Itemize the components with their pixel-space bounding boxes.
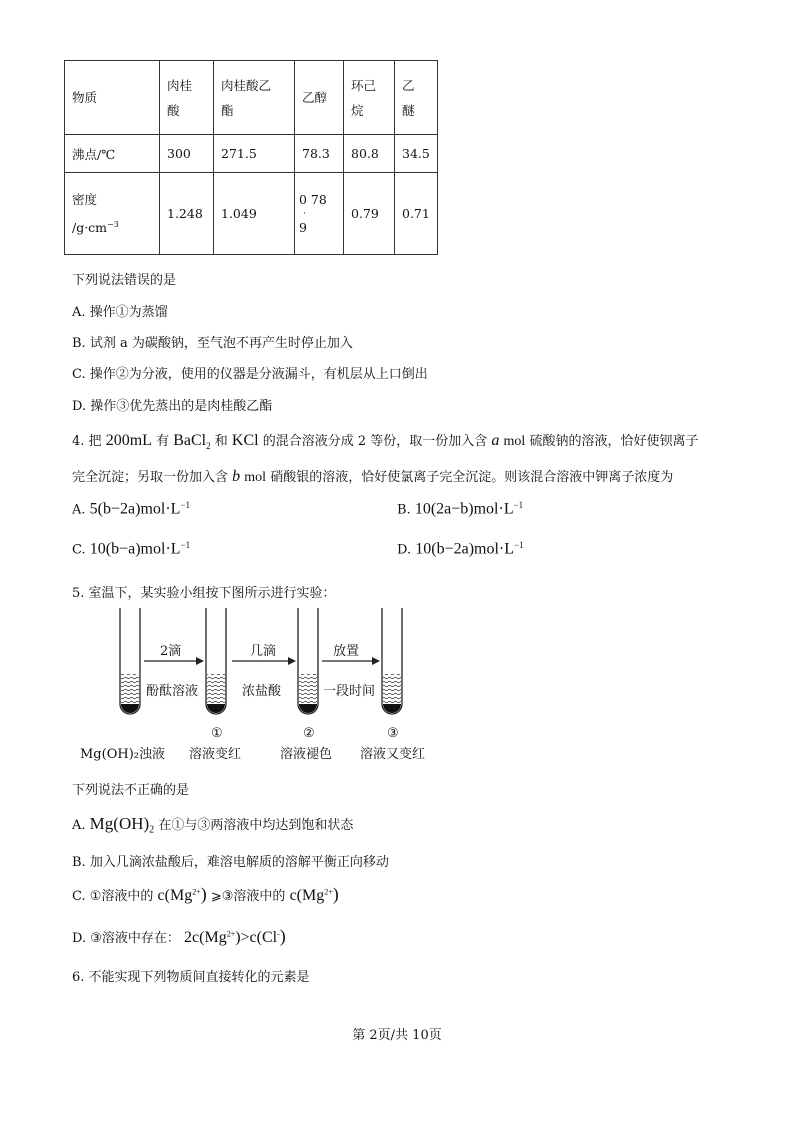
tube-1-label: 溶液变红 bbox=[189, 747, 242, 762]
q4-option-d: D. $10(b-2a)mol\cdot L^{-1}$ bbox=[397, 540, 524, 558]
q4-option-c: C. $10(b-a)mol\cdot L^{-1}$ bbox=[72, 540, 191, 558]
q4-stem-line2: 完全沉淀；另取一份加入含 b mol 硝酸银的溶液，恰好使氯离子完全沉淀。则该混合溶液中钾离子浓度为 bbox=[72, 468, 674, 485]
q3-prompt: 下列说法错误的是 bbox=[72, 273, 177, 288]
test-tube-2 bbox=[298, 608, 318, 714]
arrow-2-bottom-label: 浓盐酸 bbox=[242, 684, 282, 699]
properties-table bbox=[64, 60, 438, 255]
table-cell: 80.8 bbox=[344, 135, 395, 173]
table-cell: 78.3 bbox=[295, 135, 344, 173]
q3-option-c: C. 操作②为分液，使用的仪器是分液漏斗，有机层从上口倒出 bbox=[72, 367, 428, 382]
q5-option-c: C. ①溶液中的 $c(Mg^{2+})$ ⩾③溶液中的 $c(Mg^{2+})$ bbox=[72, 884, 339, 904]
header-cell: 物质 bbox=[65, 61, 160, 135]
header-cell: 乙醇 bbox=[295, 61, 344, 135]
q3-option-a: A. 操作①为蒸馏 bbox=[72, 305, 168, 320]
tube-3-label: 溶液又变红 bbox=[360, 747, 426, 762]
test-tube-1 bbox=[206, 608, 226, 714]
tube-2-number: ② bbox=[303, 726, 315, 741]
q4-option-b: B. $10(2a-b)mol\cdot L^{-1}$ bbox=[397, 500, 524, 518]
header-cell: 乙 醚 bbox=[395, 61, 438, 135]
q4-option-a: A. $5(b-2a)mol\cdot L^{-1}$ bbox=[72, 500, 191, 518]
table-cell: 0.79 bbox=[344, 173, 395, 255]
tube-0-label: Mg(OH)₂浊液 bbox=[80, 747, 165, 762]
tube-3-number: ③ bbox=[387, 726, 399, 741]
arrow-3-top-label: 放置 bbox=[333, 644, 360, 659]
table-cell: 0.71 bbox=[395, 173, 438, 255]
q5-option-a: A. $Mg(OH)_2$ 在①与③两溶液中均达到饱和状态 bbox=[72, 814, 354, 836]
table-cell: 34.5 bbox=[395, 135, 438, 173]
q5-stem: 5. 室温下，某实验小组按下图所示进行实验： bbox=[72, 586, 336, 601]
page-footer: 第 2页/共 10页 bbox=[352, 1028, 442, 1043]
header-cell: 环己 烷 bbox=[344, 61, 395, 135]
q5-prompt: 下列说法不正确的是 bbox=[72, 783, 190, 798]
header-cell: 肉桂酸乙 酯 bbox=[214, 61, 295, 135]
table-cell: 1.049 bbox=[214, 173, 295, 255]
arrow-3-bottom-label: 一段时间 bbox=[323, 684, 376, 699]
q6-stem: 6. 不能实现下列物质间直接转化的元素是 bbox=[72, 970, 310, 985]
arrow-2-top-label: 几滴 bbox=[250, 644, 277, 659]
experiment-diagram bbox=[100, 604, 440, 720]
table-cell: 300 bbox=[160, 135, 214, 173]
table-cell: 271.5 bbox=[214, 135, 295, 173]
q5-option-b: B. 加入几滴浓盐酸后，难溶电解质的溶解平衡正向移动 bbox=[72, 855, 389, 870]
arrow-1-top-label: 2滴 bbox=[160, 644, 182, 659]
header-cell: 肉桂 酸 bbox=[160, 61, 214, 135]
tube-2-label: 溶液褪色 bbox=[280, 747, 333, 762]
table-row bbox=[65, 173, 438, 255]
test-tube-3 bbox=[382, 608, 402, 714]
q3-option-d: D. 操作③优先蒸出的是肉桂酸乙酯 bbox=[72, 399, 273, 414]
test-tube-initial bbox=[120, 608, 140, 714]
table-row bbox=[65, 135, 438, 173]
q5-option-d: D. ③溶液中存在： $2c(Mg^{2+})>c(Cl^-)$ bbox=[72, 926, 286, 946]
table-cell: 0 78 · 9 bbox=[295, 173, 344, 255]
arrow-1-bottom-label: 酚酞溶液 bbox=[146, 684, 199, 699]
q4-stem-line1: 4. 把 200mL 有 BaCl$_2$ 和 KCl 的混合溶液分成 2 等份，取一份加入含 a mol 硫酸钠的溶液，恰好使钡离子 bbox=[72, 432, 699, 452]
tube-1-number: ① bbox=[211, 726, 223, 741]
table-header-row bbox=[65, 61, 438, 135]
bacl2-formula: BaCl$_2$ bbox=[173, 432, 211, 452]
table-cell: 1.248 bbox=[160, 173, 214, 255]
row-label: 沸点/℃ bbox=[65, 135, 160, 173]
row-label: 密度 $/g\cdot cm^{-3}$ bbox=[65, 173, 160, 255]
q3-option-b: B. 试剂 a 为碳酸钠，至气泡不再产生时停止加入 bbox=[72, 336, 353, 351]
